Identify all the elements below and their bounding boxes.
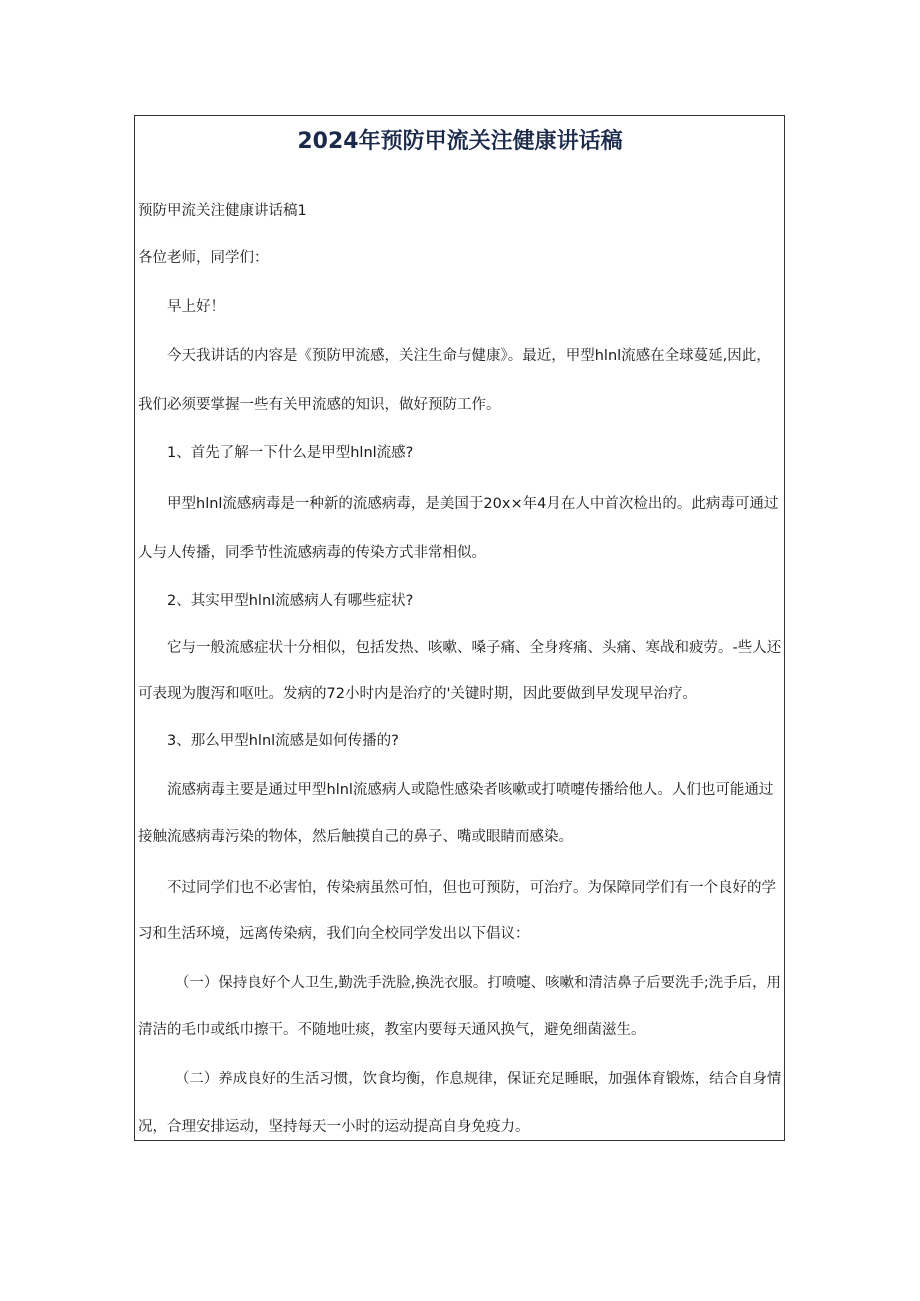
paragraph-line: 人与人传播，同季节性流感病毒的传染方式非常相似。	[138, 545, 486, 561]
paragraph-line: 不过同学们也不必害怕，传染病虽然可怕，但也可预防，可治疗。为保障同学们有一个良好的学	[167, 880, 776, 896]
greeting: 各位老师，同学们：	[138, 250, 269, 266]
paragraph-line: 清洁的毛巾或纸巾擦干。不随地吐痰，教室内要每天通风换气，避免细菌滋生。	[138, 1022, 646, 1038]
paragraph-line: 况，合理安排运动，坚持每天一小时的运动提高自身免疫力。	[138, 1119, 530, 1135]
paragraph-line: 流感病毒主要是通过甲型hlnl流感病人或隐性感染者咳嗽或打喷嚏传播给他人。人们也可能通过	[167, 782, 774, 798]
paragraph-line: 甲型hlnl流感病毒是一种新的流感病毒，是美国于20x×年4月在人中首次检出的。此病毒可通过	[167, 496, 779, 512]
paragraph-line: 我们必须要掌握一些有关甲流感的知识，做好预防工作。	[138, 397, 501, 413]
salutation: 早上好！	[167, 299, 225, 315]
section-heading: 1、首先了解一下什么是甲型hlnl流感?	[167, 445, 414, 461]
document-title: 2024年预防甲流关注健康讲话稿	[297, 129, 623, 154]
paragraph-line: （二）养成良好的生活习惯，饮食均衡，作息规律，保证充足睡眠，加强体育锻炼，结合自身情	[175, 1071, 782, 1087]
paragraph-line: （一）保持良好个人卫生,勤洗手洗脸,换洗衣服。打喷嚏、咳嗽和清洁鼻子后要洗手;洗手后，用	[175, 975, 781, 991]
document-subtitle: 预防甲流关注健康讲话稿1	[138, 203, 307, 219]
paragraph-line: 习和生活环境，远离传染病，我们向全校同学发出以下倡议：	[138, 926, 530, 942]
paragraph-line: 今天我讲话的内容是《预防甲流感，关注生命与健康》。最近，甲型hlnl流感在全球蔓延,因此，	[167, 348, 771, 364]
paragraph-line: 接触流感病毒污染的物体，然后触摸自己的鼻子、嘴或眼睛而感染。	[138, 829, 573, 845]
section-heading: 2、其实甲型hlnl流感病人有哪些症状?	[167, 593, 414, 609]
paragraph-line: 它与一般流感症状十分相似，包括发热、咳嗽、嗓子痛、全身疼痛、头痛、寒战和疲劳。-些人还	[167, 640, 782, 656]
section-heading: 3、那么甲型hlnl流感是如何传播的?	[167, 733, 399, 749]
paragraph-line: 可表现为腹泻和呕吐。发病的72小时内是治疗的'关键时期，因此要做到早发现早治疗。	[138, 686, 697, 702]
